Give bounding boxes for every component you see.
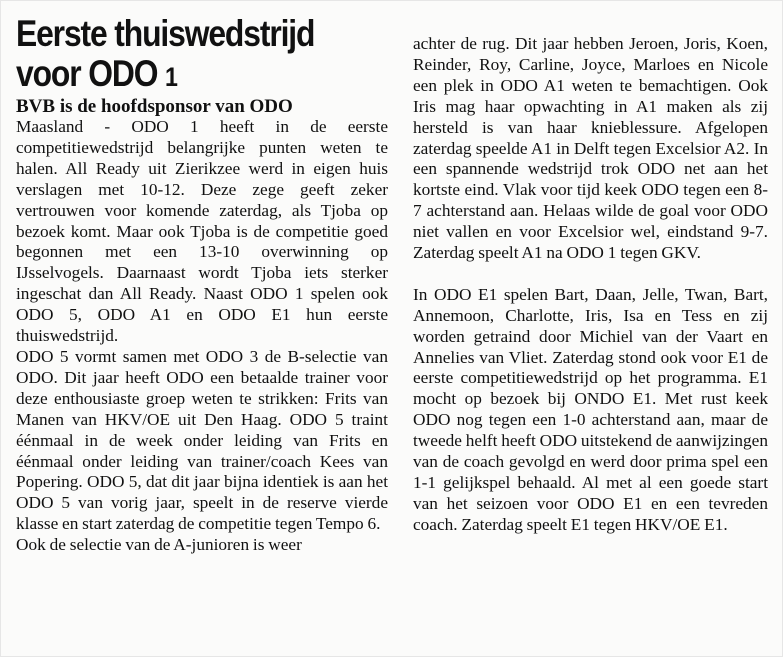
column-right <box>413 34 768 536</box>
paragraph-a-junioren-start: Ook de selectie van de A-junioren is weer <box>16 535 302 555</box>
headline-main: Eerste thuiswedstrijd voor ODO <box>16 13 315 94</box>
subheadline: BVB is de hoofdsponsor van ODO <box>16 96 293 117</box>
column-left <box>16 117 388 556</box>
headline <box>16 14 343 97</box>
headline-number: 1 <box>165 62 178 92</box>
paragraph-intro: Maasland - ODO 1 heeft in de eerste competitiewedstrijd belangrijke punten weten te halen. All Ready uit Zierikzee werd in eigen huis verslagen met 10-12. Deze zege geeft zeker vertrouwen voor komende zaterdag, als Tjoba op bezoek komt. Maar ook Tjoba is de competitie goed begonnen met een 13-10 overwinning op IJsselvogels. Daarnaast wordt Tjoba iets sterker ingeschat dan All Ready. Naast ODO 1 spelen ook ODO 5, ODO A1 en ODO E1 hun eerste thuiswedstrijd. <box>16 117 388 346</box>
paragraph-e1: In ODO E1 spelen Bart, Daan, Jelle, Twan, Bart, Annemoon, Charlotte, Iris, Isa en Tess en zij worden getraind door Michiel van der Vaart en Annelies van Vliet. Zaterdag stond ook voor E1 de eerste competitiewedstrijd op het programma. E1 mocht op bezoek bij ONDO E1. Met rust keek ODO nog tegen een 1-0 achterstand aan, maar de tweede helft heeft ODO uitstekend de aanwijzingen van de coach gevolgd en werd door prima spel een 1-1 gelijkspel behaald. Al met al een goede start van het seizoen voor ODO E1 en een tevreden coach. Zaterdag speelt E1 tegen HKV/OE E1. <box>413 284 768 534</box>
paragraph-a-junioren-end: achter de rug. Dit jaar hebben Jeroen, Joris, Koen, Reinder, Roy, Carline, Joyce, Marloes en Nicole een plek in ODO A1 weten te bemachtigen. Ook Iris mag haar opwachting in A1 maken als zij hersteld is van haar knieblessure. Afgelopen zaterdag speelde A1 in Delft tegen Excelsior A2. In een spannende wedstrijd trok ODO net aan het kortste eind. Vlak voor tijd keek ODO tegen een 8-7 achterstand aan. Helaas wilde de goal voor ODO niet vallen en voor Excelsior wel, eindstand 9-7. Zaterdag speelt A1 na ODO 1 tegen GKV. <box>413 34 768 263</box>
paragraph-gap <box>413 264 768 285</box>
paragraph-odo5: ODO 5 vormt samen met ODO 3 de B-selectie van ODO. Dit jaar heeft ODO een betaalde trainer voor deze enthousiaste groep weten te strikken: Frits van Manen van HKV/OE uit Den Haag. ODO 5 traint éénmaal in de week onder leiding van Frits en éénmaal onder leiding van trainer/coach Kees van Popering. ODO 5, dat dit jaar bijna identiek is aan het ODO 5 van vorig jaar, speelt in de reserve vierde klasse en start zaterdag de competitie tegen Tempo 6. <box>16 346 388 534</box>
